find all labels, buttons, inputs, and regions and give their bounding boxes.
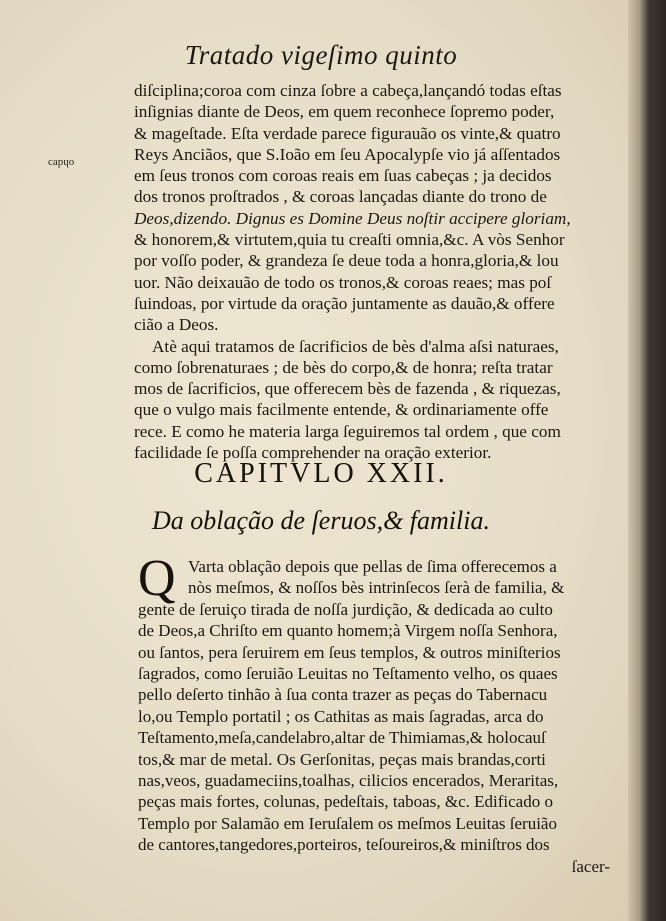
chapter-heading: CAPITVLO XXII. [194,458,448,489]
text-line: & mageſtade. Eſta verdade parece figurauão os vinte,& quatro [134,123,561,143]
drop-capital: Q [138,550,176,607]
text-line: inſignias diante de Deos, em quem reconhece ſopremo poder, [134,102,555,122]
text-line: lo,ou Templo portatil ; os Cathitas as mais ſagradas, arca do [138,706,544,726]
text-line: tos,& mar de metal. Os Gerſonitas, peças mais brandas,corti [138,749,546,769]
text-line: nòs meſmos, & noſſos bès intrinſecos ſerà de familia, & [188,578,565,598]
text-line: de cantores,tangedores,porteiros, teſoureiros,& miniſtros dos [138,835,550,855]
text-line: Varta oblação depois que pellas de ſima offerecemos a [188,557,557,576]
text-line: Templo por Salamão em Ieruſalem os meſmos Leuitas ſeruião [138,813,557,833]
text-line: mos de ſacrificios, que offerecem bès de fazenda , & riquezas, [134,379,561,399]
catchword: ſacer- [571,856,610,876]
text-line: como ſobrenaturaes ; de bès do corpo,& de honra; reſta tratar [134,357,553,377]
text-line: & honorem,& virtutem,quia tu creaſti omnia,&c. A vòs Senhor [134,230,565,250]
text-line: ou ſantos, pera ſeruirem em ſeus templos, & outros miniſterios [138,642,561,662]
text-line: Deos,dizendo. Dignus es Domine Deus noſtir accipere gloriam, [134,208,571,228]
chapter-subtitle: Da oblação de ſeruos,& familia. [152,506,490,535]
text-line: pello deſerto tinhão à ſua conta trazer as peças do Tabernacu [138,685,548,705]
text-line: Atè aqui tratamos de ſacrificios de bès d'alma aſsi naturaes, [152,336,559,356]
text-line: gente de ſeruiço tirada de noſſa jurdição, & dedicada ao culto [138,599,553,619]
text-line: ſagrados, como ſeruião Leuitas no Teſtamento velho, os quaes [138,664,558,684]
text-line: de Deos,a Chriſto em quanto homem;à Virgem noſſa Senhora, [138,621,558,641]
text-line: ſuindoas, por virtude da oração juntamente as dauão,& offere [134,293,555,313]
section-2-text [138,550,614,877]
text-line: em ſeus tronos com coroas reais em ſuas cabeças ; ja decidos [134,166,552,186]
text-line: por voſſo poder, & grandeza ſe deue toda a honra,gloria,& lou [134,251,559,271]
running-title: Tratado vigeſimo quinto [184,40,458,70]
section-1-text [134,80,610,463]
text-line: Teſtamento,meſa,candelabro,altar de Thimiamas,& holocauſ [138,728,546,748]
text-line: nas,veos, guadameciins,toalhas, cilicios encerados, Meraritas, [138,771,559,791]
text-line: cião a Deos. [134,315,219,335]
text-line: dos tronos proſtrados , & coroas lançadas diante do trono de [134,187,547,207]
text-line: uor. Não deixauão de todo os tronos,& coroas reaes; mas poſ [134,272,552,292]
text-line: que o vulgo mais facilmente entende, & ordinariamente offe [134,400,549,420]
text-line: facilidade ſe poſſa comprehender na oração exterior. [134,443,492,463]
text-line: Reys Anciãos, que S.Ioão em ſeu Apocalypſe vio já aſſentados [134,144,561,164]
text-line: rece. E como he materia larga ſeguiremos tal ordem , que com [134,421,561,441]
text-line: peças mais fortes, colunas, pedeſtais, taboas, &c. Edificado o [138,792,553,812]
margin-note: capɥo [48,156,75,168]
text-line: diſciplina;coroa com cinza ſobre a cabeça,lançandó todas eſtas [134,81,562,100]
